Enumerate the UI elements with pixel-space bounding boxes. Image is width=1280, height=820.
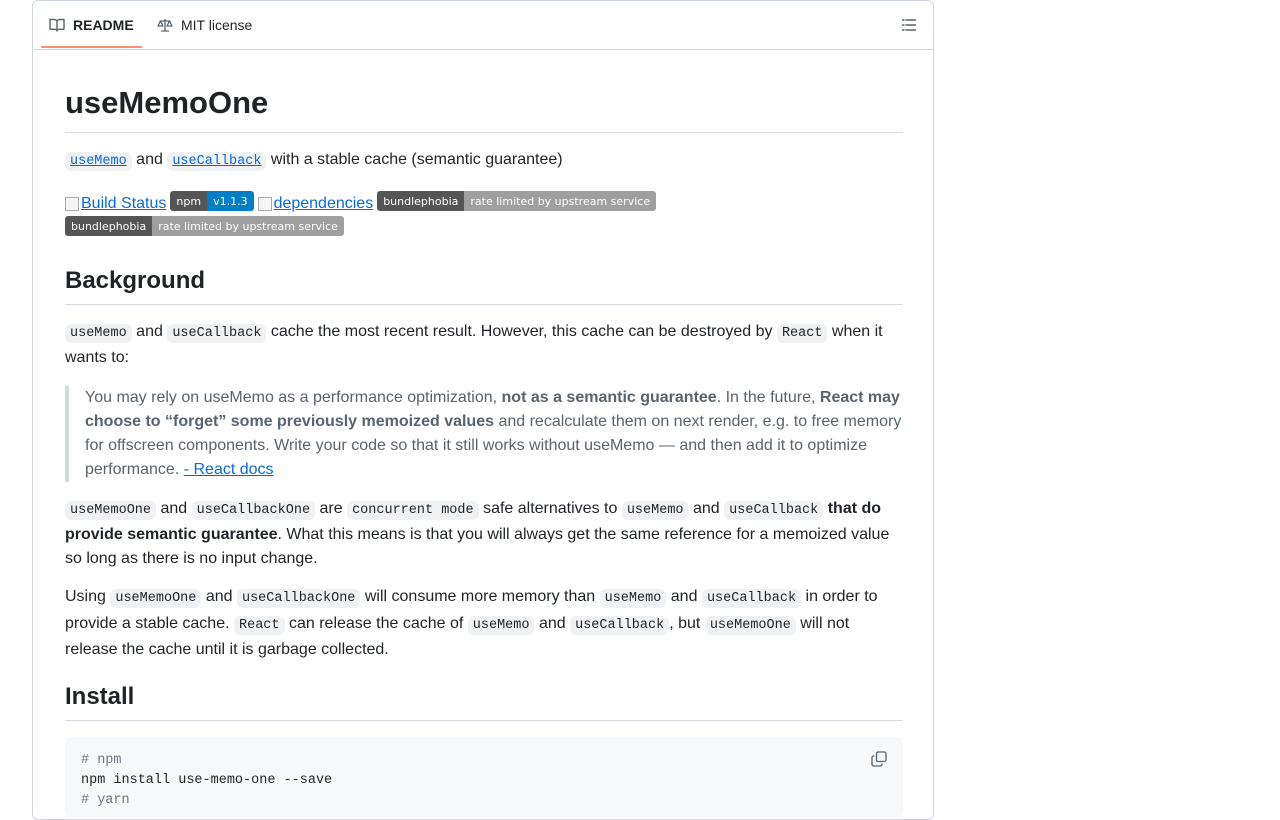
paragraph-text: and <box>136 323 163 340</box>
code-line-comment: # npm <box>81 753 122 768</box>
background-divider <box>65 304 903 305</box>
bundlephobia-badge-2[interactable] <box>65 216 344 236</box>
inline-code: useMemo <box>65 324 132 343</box>
inline-code: useMemo <box>600 589 667 608</box>
quote-text: You may rely on useMemo as a performance optimization, <box>85 389 498 406</box>
npm-badge-left: npm <box>170 191 207 211</box>
bundlephobia-badge-1-left: bundlephobia <box>377 191 464 211</box>
npm-badge[interactable] <box>170 191 253 211</box>
list-icon[interactable] <box>901 17 917 33</box>
broken-image-icon <box>258 197 272 211</box>
active-tab-indicator <box>41 46 142 48</box>
background-paragraph-1 <box>65 320 903 370</box>
readme-title: useMemoOne <box>65 85 269 120</box>
usecallback-code: useCallback <box>167 152 266 171</box>
paragraph-text: will not release the cache until it is garbage collected. <box>65 614 850 658</box>
paragraph-text: and <box>692 500 720 517</box>
paragraph-text: can release the cache of <box>288 614 464 632</box>
quote-text: . In the future, <box>716 389 816 406</box>
install-heading: Install <box>65 683 135 710</box>
tab-readme[interactable] <box>49 1 134 49</box>
intro-paragraph <box>65 148 903 174</box>
paragraph-text: , but <box>669 614 701 632</box>
build-status-badge[interactable] <box>65 195 166 213</box>
usecallback-link[interactable] <box>167 151 266 168</box>
paragraph-text: in order to provide a stable cache. <box>65 588 878 632</box>
paragraph-text: Using <box>65 588 106 605</box>
bundlephobia-badge-2-left: bundlephobia <box>65 216 152 236</box>
badges-row <box>65 189 660 213</box>
react-docs-link[interactable]: - React docs <box>183 461 274 478</box>
scale-icon <box>157 17 173 33</box>
bundlephobia-badge-2-right: rate limited by upstream service <box>152 216 344 236</box>
quote-bold-text: React may choose to “forget” some previously memoized values <box>85 389 900 430</box>
inline-code: useCallback <box>702 589 801 608</box>
inline-code: useMemoOne <box>65 501 156 520</box>
paragraph-text: and <box>160 500 188 517</box>
paragraph-text: cache the most recent result. However, this cache can be destroyed by <box>270 323 773 340</box>
background-paragraph-2 <box>65 497 903 571</box>
copy-icon[interactable] <box>871 751 887 767</box>
install-divider <box>65 720 903 721</box>
paragraph-text: . What this means is that you will always get the same reference for a memoized value so long as there is no input change. <box>65 526 890 567</box>
intro-and-text: and <box>136 151 163 168</box>
code-line-command: npm install use-memo-one --save <box>81 773 333 788</box>
readme-tabbar <box>33 1 933 50</box>
paragraph-text: when it wants to: <box>65 323 883 366</box>
inline-code: useMemoOne <box>705 616 796 635</box>
build-status-label: Build Status <box>81 195 167 212</box>
inline-code: useCallback <box>724 501 823 520</box>
bundlephobia-badge-1[interactable] <box>377 191 656 211</box>
readme-panel <box>32 0 934 820</box>
bundlephobia-badge-1-right: rate limited by upstream service <box>464 191 656 211</box>
broken-image-icon <box>65 197 79 211</box>
inline-code: useCallbackOne <box>237 589 360 608</box>
paragraph-text: and <box>205 588 233 605</box>
paragraph-text: and <box>670 588 698 605</box>
inline-code: React <box>777 324 828 343</box>
install-code-block[interactable] <box>65 737 903 817</box>
tab-readme-label: README <box>73 17 134 33</box>
dependencies-label: dependencies <box>273 195 374 212</box>
quote-bold-text: not as a semantic guarantee <box>501 389 717 406</box>
background-paragraph-3 <box>65 585 903 663</box>
npm-badge-right: v1.1.3 <box>207 191 254 211</box>
inline-code: concurrent mode <box>347 501 479 520</box>
paragraph-text: and <box>538 614 566 632</box>
paragraph-text: are <box>319 500 343 517</box>
inline-code: React <box>234 616 285 635</box>
inline-code: useMemo <box>622 501 689 520</box>
code-line-comment: # yarn <box>81 793 130 808</box>
inline-code: useCallback <box>167 324 266 343</box>
paragraph-bold-text: that do provide semantic guarantee <box>65 500 882 543</box>
intro-rest-text: with a stable cache (semantic guarantee) <box>270 151 563 168</box>
usememo-link[interactable] <box>65 151 132 168</box>
inline-code: useCallbackOne <box>192 501 315 520</box>
background-heading: Background <box>65 267 206 294</box>
tab-license-label: MIT license <box>181 17 253 33</box>
book-icon <box>49 17 65 33</box>
title-divider <box>65 132 903 133</box>
usememo-code: useMemo <box>65 152 132 171</box>
inline-code: useMemo <box>468 616 535 635</box>
quote-text: and recalculate them on next render, e.g. to free memory for offscreen components. Write your code so that it still works without useMemo — and then add it to optimize performance. <box>85 413 902 478</box>
badges-row-2 <box>65 216 348 236</box>
inline-code: useCallback <box>570 616 669 635</box>
dependencies-badge[interactable] <box>258 195 374 213</box>
inline-code: useMemoOne <box>110 589 201 608</box>
react-docs-blockquote <box>65 386 903 482</box>
paragraph-text: safe alternatives to <box>483 500 618 517</box>
paragraph-text: will consume more memory than <box>364 588 596 605</box>
tab-license[interactable] <box>157 1 252 49</box>
